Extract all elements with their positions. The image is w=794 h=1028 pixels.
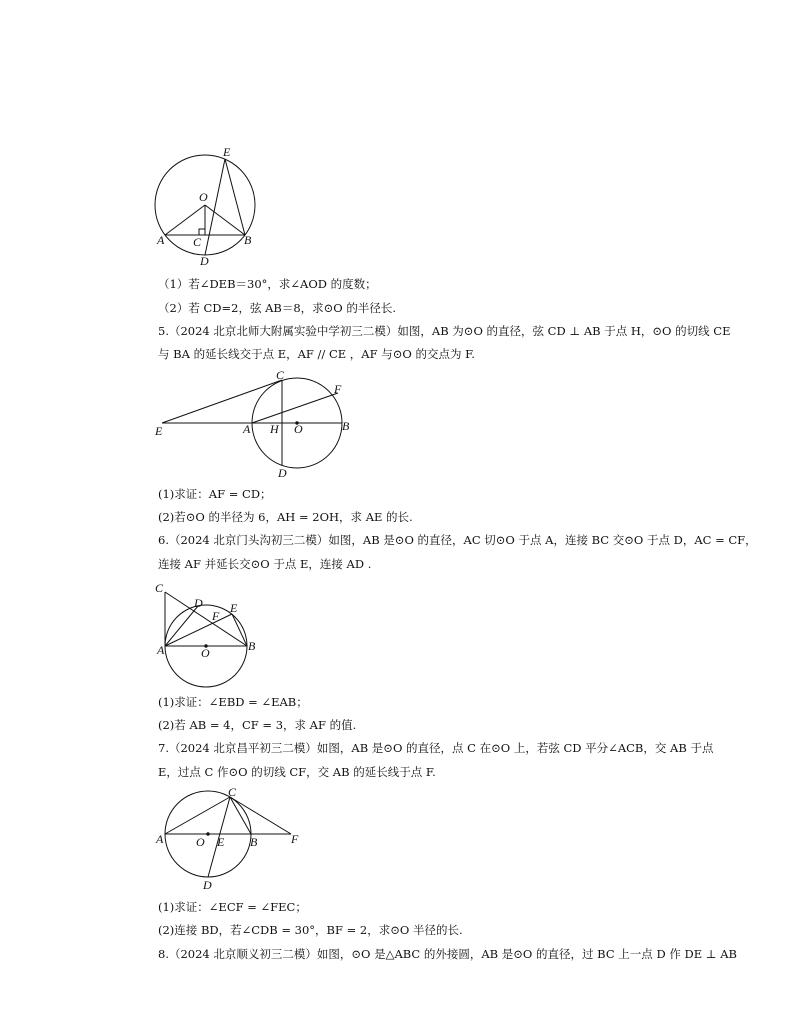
p6-stem-2: 连接 AF 并延长交⊙O 于点 E，连接 AD .: [158, 557, 372, 571]
label-B: B: [250, 835, 258, 849]
label-A: A: [243, 422, 251, 436]
segment-CF: [230, 797, 291, 834]
label-C: C: [155, 581, 164, 595]
label-E: E: [155, 424, 163, 438]
label-E: E: [230, 601, 238, 615]
p7-question-2: (2)连接 BD，若∠CDB = 30°，BF = 2，求⊙O 半径的长.: [158, 923, 463, 937]
p7-stem-1: 7.（2024 北京昌平初三二模）如图，AB 是⊙O 的直径，点 C 在⊙O 上，若弦 CD 平分∠ACB，交 AB 于点: [158, 741, 714, 755]
label-C: C: [228, 785, 237, 799]
p5-question-1: (1)求证：AF = CD；: [158, 487, 272, 501]
p5-stem-2: 与 BA 的延长线交于点 E，AF // CE ，AF 与⊙O 的交点为 F.: [158, 347, 475, 361]
label-E: E: [217, 835, 225, 849]
p7-question-1: (1)求证：∠ECF = ∠FEC；: [158, 900, 307, 914]
label-B: B: [244, 233, 252, 247]
p6-question-1: (1)求证：∠EBD = ∠EAB；: [158, 695, 308, 709]
label-B: B: [248, 639, 256, 653]
label-C: C: [193, 235, 202, 249]
label-F: F: [334, 382, 342, 396]
segment-AC: [165, 797, 230, 834]
label-A: A: [157, 643, 165, 657]
p6-question-2: (2)若 AB = 4，CF = 3，求 AF 的值.: [158, 718, 357, 732]
label-D: D: [278, 466, 287, 480]
label-O: O: [201, 646, 210, 660]
segment-CB: [230, 797, 251, 834]
label-F: F: [291, 832, 299, 846]
label-D: D: [203, 878, 212, 892]
p6-stem-1: 6.（2024 北京门头沟初三二模）如图，AB 是⊙O 的直径，AC 切⊙O 于点 A，连接 BC 交⊙O 于点 D，AC = CF，: [158, 533, 757, 547]
label-D: D: [194, 596, 203, 610]
label-B: B: [342, 419, 350, 433]
p7-stem-2: E，过点 C 作⊙O 的切线 CF，交 AB 的延长线于点 F.: [158, 765, 436, 779]
p8-stem-1: 8.（2024 北京顺义初三二模）如图，⊙O 是△ABC 的外接圆，AB 是⊙O 的直径，过 BC 上一点 D 作 DE ⊥ AB: [158, 947, 737, 961]
label-O: O: [294, 422, 303, 436]
label-O: O: [196, 835, 205, 849]
label-F: F: [212, 609, 220, 623]
p5-question-2: (2)若⊙O 的半径为 6，AH = 2OH，求 AE 的长.: [158, 510, 413, 524]
p4-question-1: （1）若∠DEB＝30°，求∠AOD 的度数；: [158, 277, 377, 291]
label-O: O: [199, 190, 208, 204]
label-D: D: [200, 254, 209, 268]
label-E: E: [223, 145, 231, 159]
label-A: A: [157, 233, 165, 247]
label-A: A: [156, 832, 164, 846]
p4-question-2: （2）若 CD=2，弦 AB＝8，求⊙O 的半径长.: [158, 301, 397, 315]
p5-stem-1: 5.（2024 北京北师大附属实验中学初三二模）如图，AB 为⊙O 的直径，弦 CD ⊥ AB 于点 H，⊙O 的切线 CE: [158, 324, 731, 338]
center-dot: [207, 833, 209, 835]
label-H: H: [270, 422, 279, 436]
label-C: C: [276, 368, 285, 382]
